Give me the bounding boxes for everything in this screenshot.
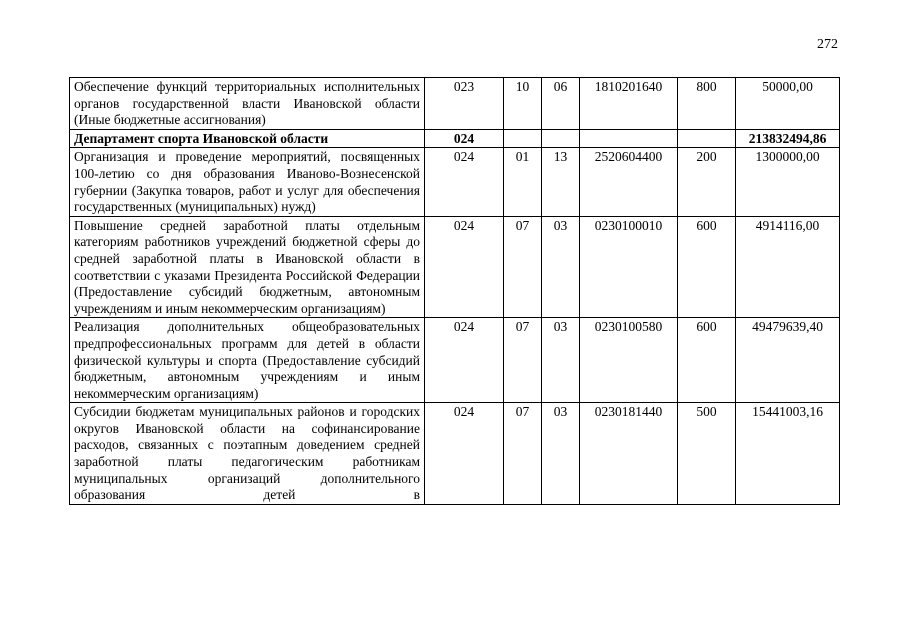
- page-number: 272: [817, 37, 838, 52]
- budget-table: [69, 77, 840, 505]
- row-description: Реализация дополнительных общеобразовательных предпрофессиональных программ для детей в области физической культуры и спорта (Предоставление субсидий бюджетным, автономным учреждениям и иным некоммерческим организациям): [70, 318, 425, 403]
- expense-type-code: 600: [678, 216, 736, 318]
- table-row: [70, 78, 840, 130]
- table-row: [70, 216, 840, 318]
- target-article-code: 1810201640: [580, 78, 678, 130]
- subsection-code: [542, 129, 580, 148]
- section-code: 10: [504, 78, 542, 130]
- section-code: [504, 129, 542, 148]
- row-description: Повышение средней заработной платы отдельным категориям работников учреждений бюджетной сферы до средней заработной платы в Ивановской области в соответствии с указами Президента Российской Федерации (Предоставление субсидий бюджетным, автономным учреждениям и иным некоммерческим организациям): [70, 216, 425, 318]
- grbs-code: 024: [425, 318, 504, 403]
- expense-type-code: 500: [678, 403, 736, 505]
- expense-type-code: 800: [678, 78, 736, 130]
- section-code: 01: [504, 148, 542, 216]
- expense-type-code: 600: [678, 318, 736, 403]
- grbs-code: 023: [425, 78, 504, 130]
- row-description: Обеспечение функций территориальных исполнительных органов государственной власти Ивановской области (Иные бюджетные ассигнования): [70, 78, 425, 130]
- amount: 49479639,40: [736, 318, 840, 403]
- grbs-code: 024: [425, 148, 504, 216]
- subsection-code: 06: [542, 78, 580, 130]
- target-article-code: 0230181440: [580, 403, 678, 505]
- subsection-code: 13: [542, 148, 580, 216]
- amount: 50000,00: [736, 78, 840, 130]
- department-row: [70, 129, 840, 148]
- section-code: 07: [504, 318, 542, 403]
- expense-type-code: 200: [678, 148, 736, 216]
- section-code: 07: [504, 403, 542, 505]
- amount: 1300000,00: [736, 148, 840, 216]
- grbs-code: 024: [425, 129, 504, 148]
- amount: 4914116,00: [736, 216, 840, 318]
- table-row: [70, 318, 840, 403]
- subsection-code: 03: [542, 216, 580, 318]
- subsection-code: 03: [542, 318, 580, 403]
- target-article-code: 2520604400: [580, 148, 678, 216]
- table-row: [70, 148, 840, 216]
- subsection-code: 03: [542, 403, 580, 505]
- row-description: Субсидии бюджетам муниципальных районов и городских округов Ивановской области на софинансирование расходов, связанных с поэтапным доведением средней заработной платы педагогическим работникам муниципальных организаций дополнительного образования детей в: [70, 403, 425, 505]
- department-name: Департамент спорта Ивановской области: [70, 129, 425, 148]
- section-code: 07: [504, 216, 542, 318]
- grbs-code: 024: [425, 403, 504, 505]
- target-article-code: 0230100010: [580, 216, 678, 318]
- row-description: Организация и проведение мероприятий, посвященных 100-летию со дня образования Иваново-Вознесенской губернии (Закупка товаров, работ и услуг для обеспечения государственных (муниципальных) нужд): [70, 148, 425, 216]
- grbs-code: 024: [425, 216, 504, 318]
- table-row: [70, 403, 840, 505]
- target-article-code: [580, 129, 678, 148]
- target-article-code: 0230100580: [580, 318, 678, 403]
- amount: 15441003,16: [736, 403, 840, 505]
- department-total: 213832494,86: [736, 129, 840, 148]
- expense-type-code: [678, 129, 736, 148]
